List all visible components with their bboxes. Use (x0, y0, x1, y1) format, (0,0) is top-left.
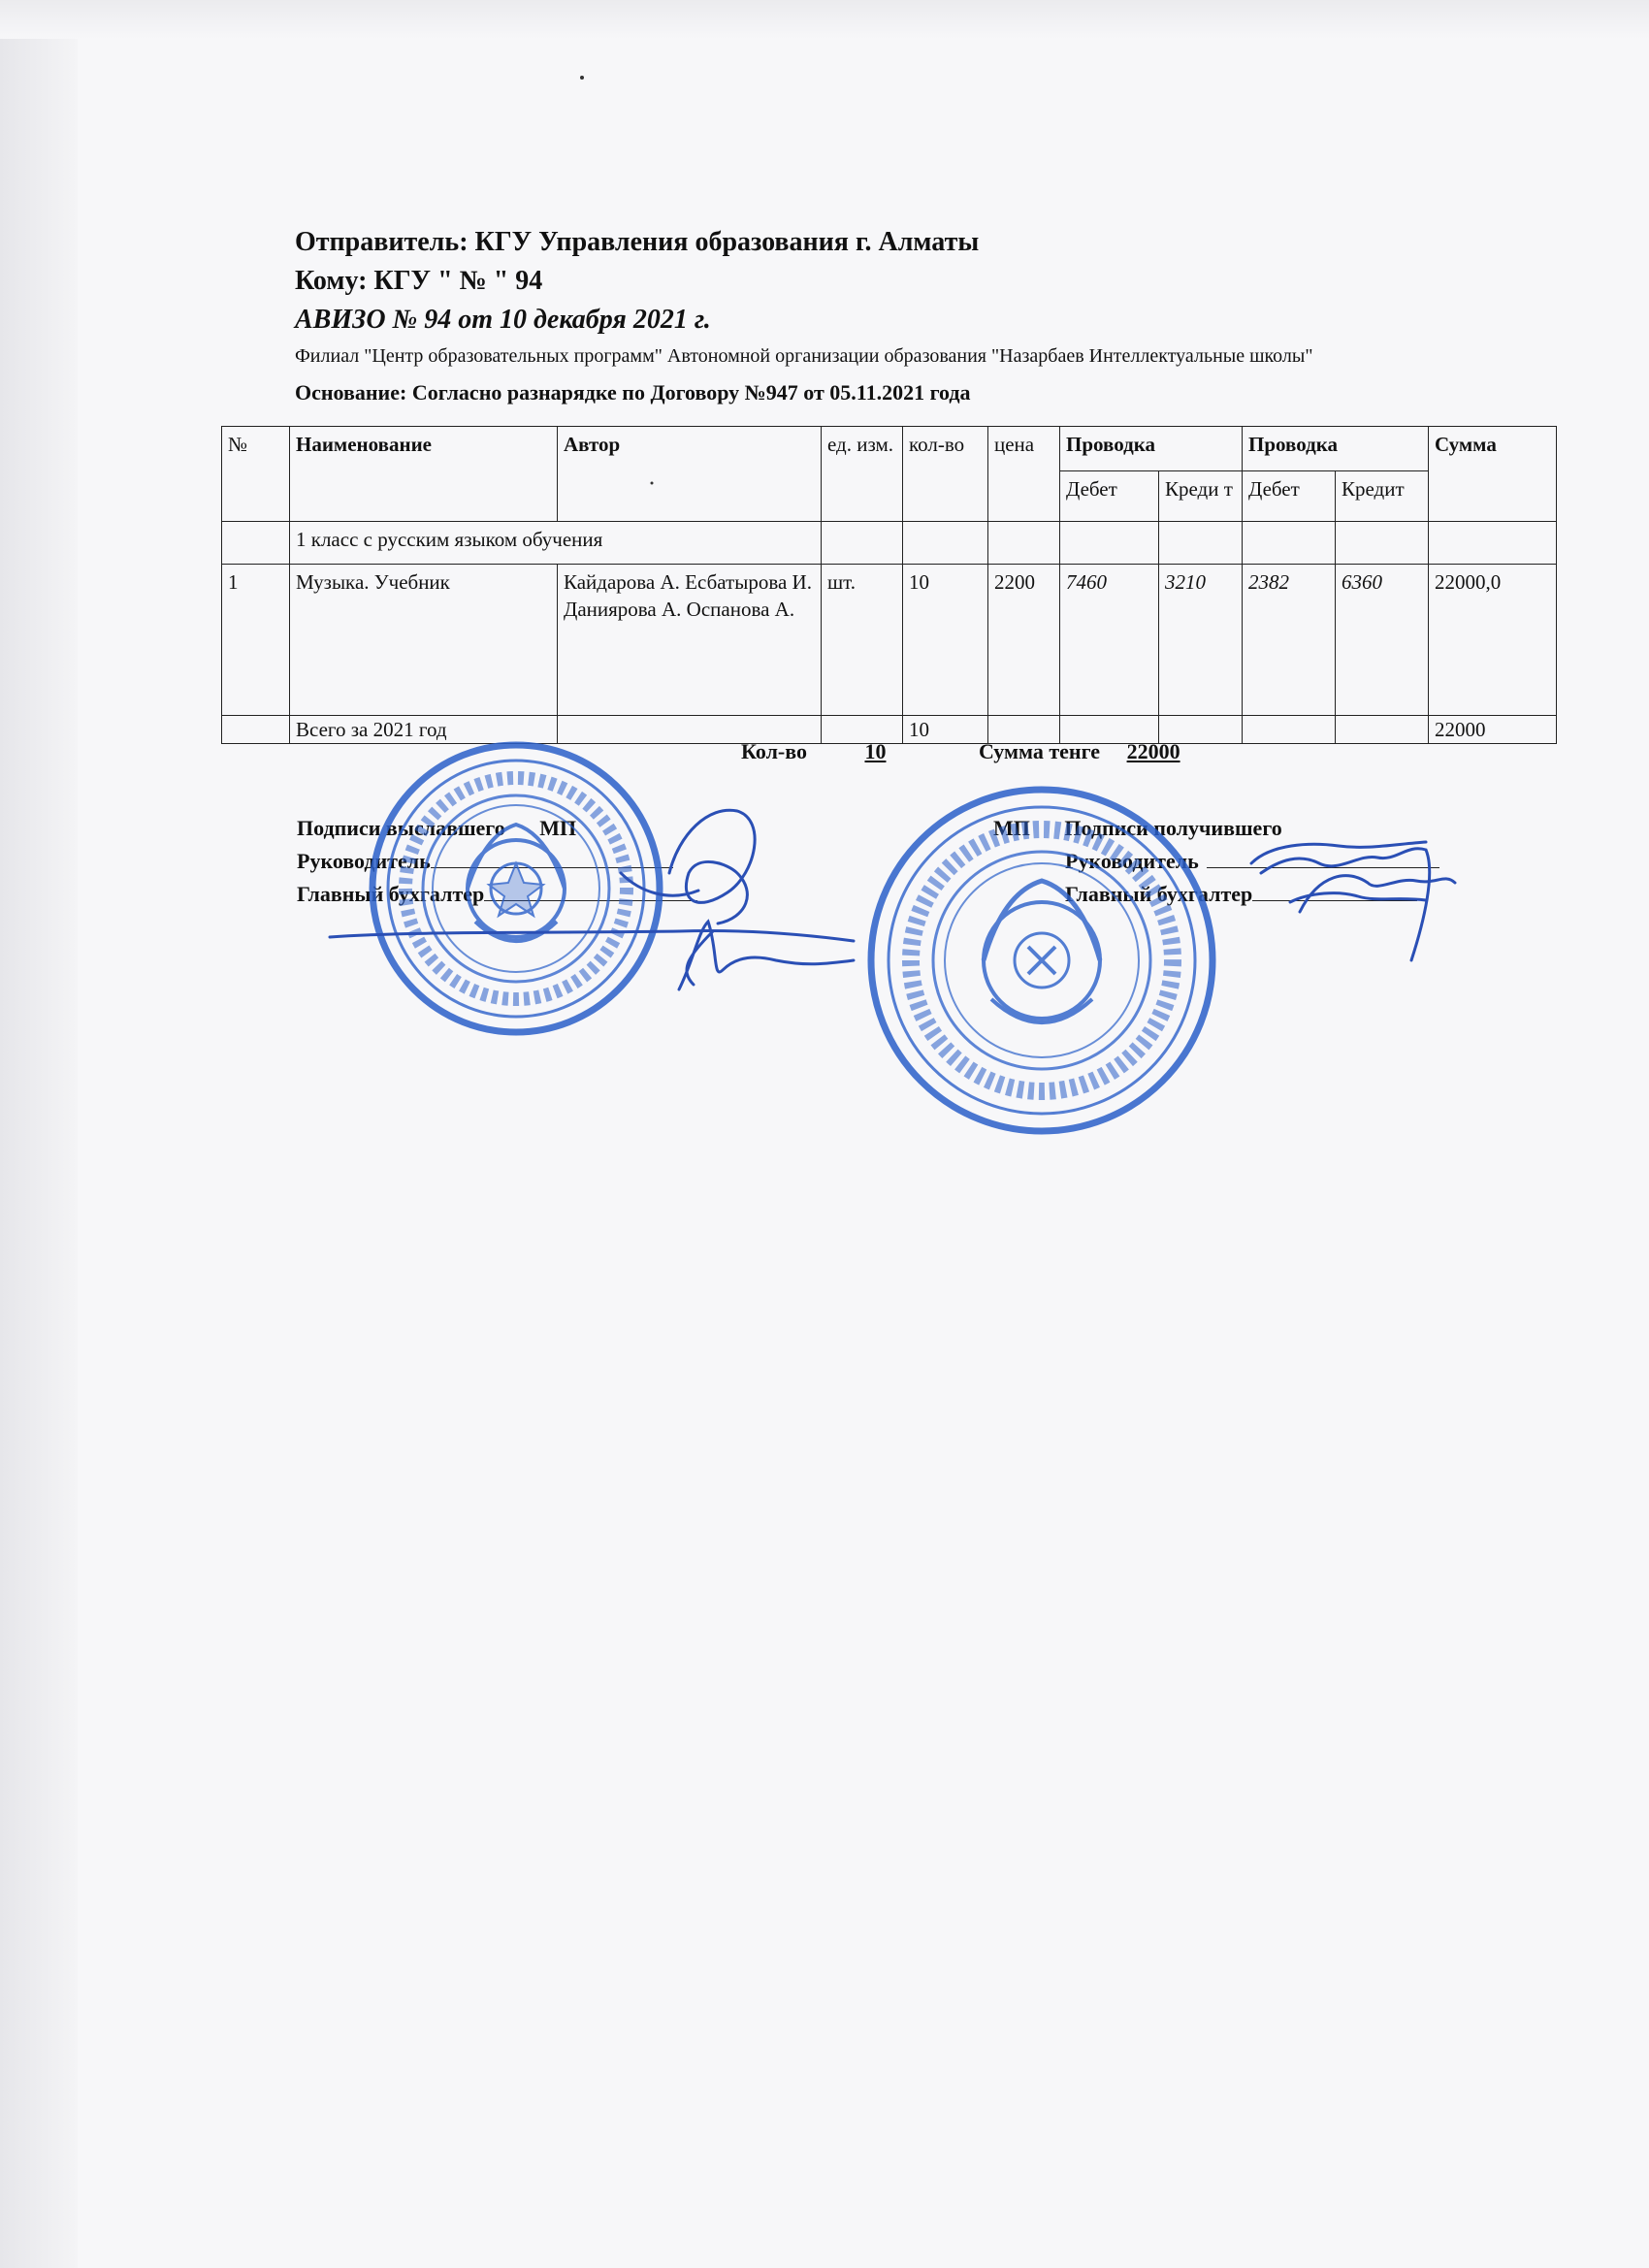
sender-signatures-label: Подписи выславшего МП (297, 816, 577, 840)
basis-line: Основание: Согласно разнарядке по Договору №947 от 05.11.2021 года (295, 380, 971, 405)
receiver-signatures-label: МП Подписи получившего (993, 816, 1282, 840)
cell-credit-1: 3210 (1159, 565, 1243, 716)
scan-speck (580, 76, 584, 80)
header-debit-2: Дебет (1243, 471, 1336, 522)
header-num: № (222, 427, 290, 522)
header-entry-1: Проводка (1060, 427, 1243, 471)
avizo-title: АВИЗО № 94 от 10 декабря 2021 г. (295, 305, 711, 335)
cell-author: Кайдарова А. Есбатырова И. Даниярова А. Оспанова А. (558, 565, 822, 716)
cell-debit-2: 2382 (1243, 565, 1336, 716)
scan-speck (651, 482, 654, 485)
total-label: Всего за 2021 год (290, 716, 558, 744)
cell-credit-2: 6360 (1336, 565, 1429, 716)
cell-sum: 22000,0 (1429, 565, 1557, 716)
cell-qty: 10 (903, 565, 988, 716)
accountant-left: Главный бухгалтер (297, 879, 697, 910)
total-sum: 22000 (1429, 716, 1557, 744)
section-label: 1 класс с русским языком обучения (290, 522, 822, 565)
mp-left: МП (539, 816, 577, 840)
head-left: Руководитель (297, 846, 673, 877)
mp-right: МП (993, 816, 1030, 840)
cell-debit-1: 7460 (1060, 565, 1159, 716)
header-qty: кол-во (903, 427, 988, 522)
qty-label: Кол-во (741, 739, 807, 763)
cell-name: Музыка. Учебник (290, 565, 558, 716)
header-debit-1: Дебет (1060, 471, 1159, 522)
header-credit-1: Креди т (1159, 471, 1243, 522)
right-emblem-icon (984, 881, 1100, 1022)
right-signature-icon (1251, 842, 1455, 960)
left-emblem-icon (468, 825, 565, 941)
header-author: Автор (558, 427, 822, 522)
sum-label: Сумма тенге (978, 739, 1101, 763)
recipient-line: Кому: КГУ " № " 94 (295, 266, 543, 296)
header-price: цена (988, 427, 1060, 522)
sender-line: Отправитель: КГУ Управления образования г. Алматы (295, 227, 980, 257)
header-sum: Сумма (1429, 427, 1557, 522)
cell-unit: шт. (822, 565, 903, 716)
qty-value: 10 (864, 739, 887, 763)
head-right: Руководитель (1065, 846, 1439, 877)
header-name: Наименование (290, 427, 558, 522)
header-credit-2: Кредит (1336, 471, 1429, 522)
header-entry-2: Проводка (1243, 427, 1429, 471)
cell-num: 1 (222, 565, 290, 716)
header-unit: ед. изм. (822, 427, 903, 522)
accountant-right: Главный бухгалтер (1065, 879, 1417, 910)
sum-value: 22000 (1126, 739, 1180, 763)
cell-price: 2200 (988, 565, 1060, 716)
total-qty: 10 (903, 716, 988, 744)
branch-line: Филиал "Центр образовательных программ" Автономной организации образования "Назарбаев Интеллектуальные школы" (295, 345, 1313, 367)
